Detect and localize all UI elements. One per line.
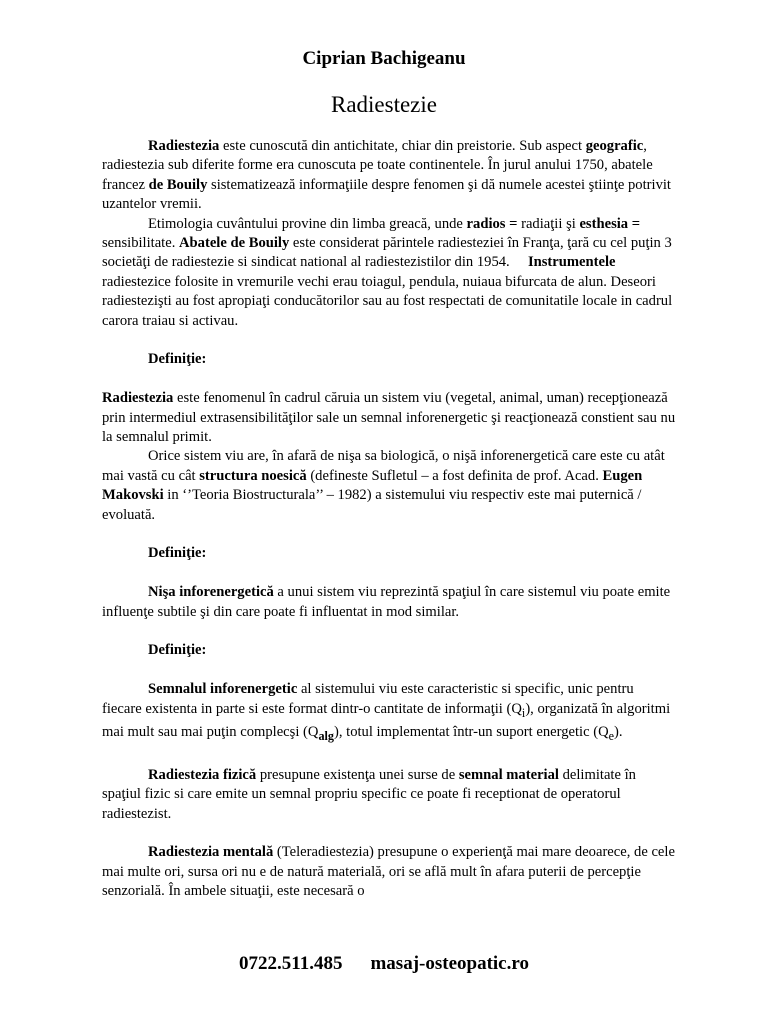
text-run: sensibilitate.	[102, 235, 180, 252]
definition-heading: Definiţie:	[148, 351, 207, 368]
text-run: este cunoscută din antichitate, chiar din preistorie. Sub aspect	[219, 138, 586, 154]
text-run: ).	[614, 724, 623, 740]
text-run: delimitate în spaţiul fizic si care emite un semnal propriu specific ce poate fi receptionat de operatorul radiestezist.	[102, 766, 636, 822]
text-run: este considerat părintele radiesteziei în Franţa, ţară cu cel puţin 3 societăţi de radiestezie si sindicat national al radiestezistilor din 1954.	[102, 235, 676, 271]
paragraph-semnal	[102, 680, 676, 746]
term-radiestezia: Radiestezia	[148, 138, 220, 154]
author-name: Ciprian Bachigeanu	[302, 48, 466, 69]
text-run: (Teleradiestezia) presupune o experienţă mai mare deoarece, de cele mai multe ori, sursa ori nu e de natură materială, ori se află mult în afara puterii de percepţie senzorială. În ambele situaţii, este necesară o	[102, 844, 675, 900]
document-title: Radiestezie	[330, 92, 437, 117]
term-structura-noesica: structura noesică	[199, 467, 307, 484]
term-radios: radios =	[466, 215, 518, 232]
term-radiestezia-fizica: Radiestezia fizică	[148, 766, 257, 783]
text-run: radiestezice folosite in vremurile vechi erau toiagul, pendula, nuiaua bifurcata de alun. Deseori radiestezişti au fost apropiaţi conducătorilor sau au fost respectati de comunitatile locale in cadrul carora traiau si activau.	[102, 273, 673, 329]
footer-website: masaj-osteopatic.ro	[370, 953, 529, 974]
paragraph-sistem-viu	[102, 447, 676, 525]
definition-heading: Definiţie:	[148, 545, 207, 562]
text-run: ), organizată în algoritmi mai mult sau mai puţin complecşi (Q	[102, 700, 671, 740]
term-nisa-inforenergetica: Nişa inforenergetică	[148, 584, 274, 601]
text-run: (defineste Sufletul – a fost definita de prof. Acad.	[306, 467, 603, 484]
text-run: a unui sistem viu reprezintă spaţiul în care sistemul viu poate emite influenţe subtile şi din care poate fi influentat in mod similar.	[102, 584, 671, 620]
term-eugen-makovski: Eugen Makovski	[102, 467, 643, 504]
paragraph-radiestezia-fizica	[102, 766, 676, 824]
term-esthesia: esthesia =	[579, 215, 641, 232]
subscript: alg	[318, 728, 334, 743]
paragraph-intro	[102, 137, 676, 215]
term-instrumentele: Instrumentele	[527, 254, 616, 271]
paragraph-etymology	[102, 215, 676, 331]
text-run: Etimologia cuvântului provine din limba greacă, unde	[148, 215, 467, 232]
text-run: in ‘’Teoria Biostructurala’’ – 1982) a sistemului viu respectiv este mai puternică / evoluată.	[102, 487, 642, 523]
paragraph-nisa	[102, 583, 676, 622]
footer-phone: 0722.511.485	[239, 953, 343, 974]
subscript: e	[608, 728, 615, 743]
page-footer	[0, 953, 768, 975]
text-run: presupune existenţa unei surse de	[256, 766, 459, 783]
text-run: al sistemului viu este caracteristic si specific, unic pentru fiecare existenta in parte si este format dintr-o cantitate de informaţii (Q	[102, 681, 634, 717]
text-run: sistematizează informaţiile despre fenomen şi dă numele acestei ştiinţe potrivit uzantelor vremii.	[102, 176, 671, 213]
paragraph-definition-radiestezia	[102, 389, 676, 447]
text-run: radiaţii şi	[517, 215, 580, 232]
term-semnal-material: semnal material	[458, 766, 559, 783]
document-body	[102, 137, 676, 902]
term-de-bouily: de Bouily	[148, 176, 208, 193]
text-run: este fenomenul în cadrul căruia un sistem viu (vegetal, animal, uman) recepţionează prin intermediul extrasensibilităţilor sale un semnal inforenergetic şi reacţionează constient sau nu la semnalul primit.	[102, 390, 676, 446]
text-run: , radiestezia sub diferite forme era cunoscuta pe toate continentele. În jurul anului 1750, abatele francez	[102, 138, 653, 193]
term-radiestezia: Radiestezia	[102, 390, 174, 407]
term-radiestezia-mentala: Radiestezia mentală	[148, 844, 274, 861]
paragraph-radiestezia-mentala	[102, 843, 676, 901]
term-geografic: geografic	[585, 138, 644, 154]
subscript: i	[521, 705, 526, 720]
text-run: Orice sistem viu are, în afară de nişa sa biologică, o nişă inforenergetică care este cu atât mai vastă cu cât	[102, 448, 665, 484]
term-semnalul-inforenergetic: Semnalul inforenergetic	[148, 681, 298, 698]
definition-heading: Definiţie:	[148, 642, 207, 659]
term-abatele-de-bouily: Abatele de Bouily	[179, 235, 290, 252]
text-run: ), totul implementat într-un suport energetic (Q	[333, 724, 609, 740]
